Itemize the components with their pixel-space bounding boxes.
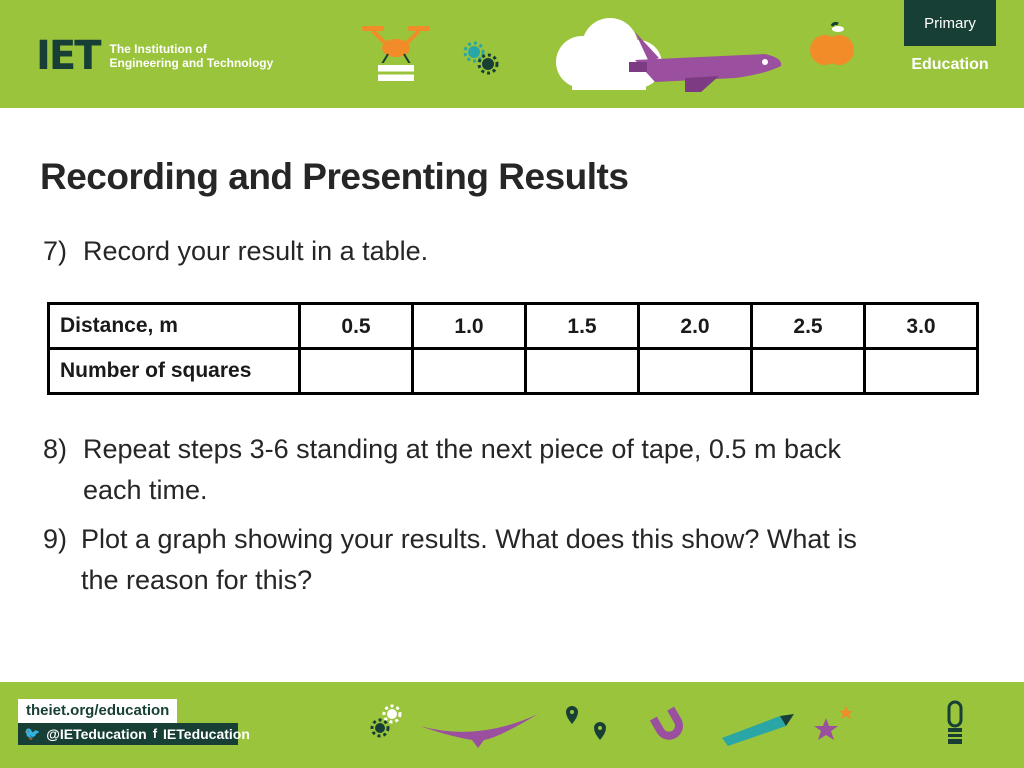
drone-icon	[360, 20, 432, 86]
magnet-icon	[648, 704, 688, 744]
results-table	[47, 302, 979, 395]
twitter-bird-icon: 🐦	[24, 726, 41, 741]
squares-cell[interactable]	[865, 349, 978, 394]
row-header-distance: Distance, m	[49, 304, 300, 349]
light-bulb-icon	[940, 700, 970, 748]
step-text-line-1: Plot a graph showing your results. What does this show? What is	[81, 524, 857, 554]
logo-mark: IET	[36, 33, 100, 79]
table-row-distance	[49, 304, 978, 349]
distance-cell: 0.5	[300, 304, 413, 349]
step-9	[43, 519, 1003, 603]
gears-icon	[368, 704, 404, 740]
gears-icon	[462, 40, 502, 76]
distance-cell: 2.0	[639, 304, 752, 349]
step-number: 8)	[43, 434, 68, 464]
row-header-squares: Number of squares	[49, 349, 300, 394]
step-number: 7)	[43, 236, 68, 266]
squares-cell[interactable]	[413, 349, 526, 394]
apple-icon	[810, 22, 854, 70]
step-text-line-2: the reason for this?	[81, 565, 313, 595]
distance-cell: 1.5	[526, 304, 639, 349]
distance-cell: 1.0	[413, 304, 526, 349]
website-link[interactable]: theiet.org/education	[18, 699, 177, 723]
logo-text	[110, 42, 274, 70]
pencil-icon	[718, 710, 796, 746]
step-number: 9)	[43, 524, 68, 554]
education-label: Education	[911, 56, 989, 73]
twitter-handle[interactable]: @IETeducation	[46, 726, 147, 742]
facebook-handle[interactable]: IETeducation	[163, 726, 250, 742]
squares-cell[interactable]	[300, 349, 413, 394]
space-shuttle-icon	[615, 24, 787, 94]
primary-badge: Primary	[904, 0, 996, 46]
distance-cell: 2.5	[752, 304, 865, 349]
stars-icon	[812, 704, 858, 744]
page-title: Recording and Presenting Results	[40, 156, 629, 197]
step-8	[43, 429, 983, 513]
table-row-squares	[49, 349, 978, 394]
step-7	[43, 231, 943, 273]
squares-cell[interactable]	[752, 349, 865, 394]
map-pins-icon	[564, 704, 610, 748]
facebook-icon: f	[152, 726, 158, 741]
squares-cell[interactable]	[639, 349, 752, 394]
social-links	[18, 723, 250, 745]
step-text: Record your result in a table.	[83, 236, 429, 266]
logo-line-2: Engineering and Technology	[109, 56, 274, 70]
logo-line-1: The Institution of	[109, 42, 207, 56]
step-text-line-2: each time.	[83, 475, 208, 505]
glider-plane-icon	[418, 712, 542, 750]
iet-logo[interactable]	[36, 33, 274, 79]
distance-cell: 3.0	[865, 304, 978, 349]
squares-cell[interactable]	[526, 349, 639, 394]
step-text-line-1: Repeat steps 3-6 standing at the next piece of tape, 0.5 m back	[83, 434, 841, 464]
